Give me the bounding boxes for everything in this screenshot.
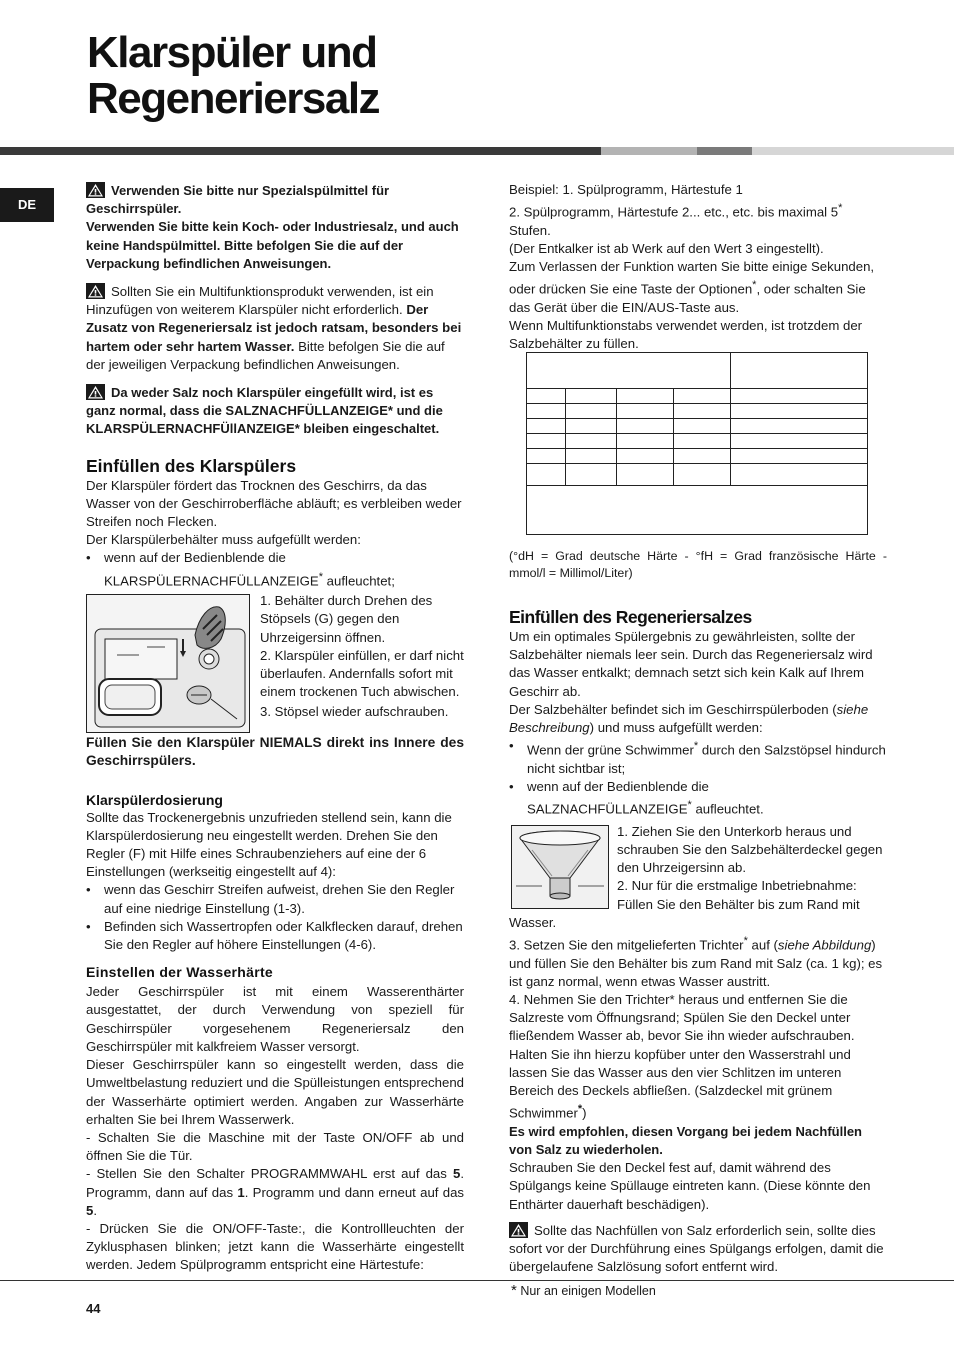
table-cell xyxy=(674,434,731,449)
list-item: • wenn auf der Bedienblende die SALZNACHFÜLLANZEIGE* aufleuchtet. xyxy=(509,778,887,819)
example-4: Zum Verlassen der Funktion warten Sie bitte einige Sekunden, oder drücken Sie eine Taste der Optionen*, oder schalten Sie das Gerät über die EIN/AUS-Taste aus. xyxy=(509,259,875,315)
rinse-aid-dispenser-illustration xyxy=(86,594,250,733)
salt-close-lid: Schrauben Sie den Deckel fest auf, damit während des Spülgangs keine Spüllauge eintreten kann. (Diese könnte den Enthärter dauerhaft beschädigen). xyxy=(509,1160,871,1212)
klar-intro: Der Klarspüler fördert das Trocknen des Geschirrs, da das Wasser von der Geschirroberfläche abläuft; es verbleiben weder Streifen noch Flecken. xyxy=(86,477,462,530)
warning-1: Verwenden Sie bitte nur Spezialspülmittel für Geschirrspüler. Verwenden Sie bitte kein Koch- oder Industriesalz, und auch keine Handspülmittel. Bitte befolgen Sie die auf der Verpackung befindlichen Anweisungen. xyxy=(86,183,459,271)
table-cell xyxy=(617,419,674,434)
table-cell xyxy=(617,434,674,449)
table-cell xyxy=(731,353,868,389)
table-cell xyxy=(731,449,868,464)
heading-wasserhaerte: Einstellen der Wasserhärte xyxy=(86,964,274,981)
table-cell xyxy=(617,464,674,486)
table-cell xyxy=(566,404,617,419)
header-bar-dark xyxy=(0,147,601,155)
example-2: 2. Spülprogramm, Härtestufe 2... etc., etc. bis maximal 5* Stufen. xyxy=(509,202,843,238)
step-2: 2. Klarspüler einfüllen, er darf nicht überlaufen. Andernfalls sofort mit einem trockenen Tuch abwischen. xyxy=(260,647,464,700)
salt-funnel-illustration xyxy=(511,825,609,909)
table-cell xyxy=(527,486,868,535)
table-cell xyxy=(527,434,566,449)
hardness-legend: (°dH = Grad deutsche Härte - °fH = Grad französische Härte - mmol/l = Millimol/Liter) xyxy=(509,549,887,580)
list-item: • wenn das Geschirr Streifen aufweist, drehen Sie den Regler auf eine niedrige Einstellung (1-3). xyxy=(86,881,464,917)
warning-icon xyxy=(86,384,105,400)
table-cell xyxy=(527,449,566,464)
page-number: 44 xyxy=(86,1301,101,1316)
table-cell xyxy=(731,434,868,449)
heading-dosierung: Klarspülerdosierung xyxy=(86,791,223,808)
left-column xyxy=(86,182,464,1275)
table-cell xyxy=(527,464,566,486)
never-warning: Füllen Sie den Klarspüler NIEMALS direkt ins Innere des Geschirrspülers. xyxy=(86,735,464,769)
example-5: Wenn Multifunktionstabs verwendet werden, ist trotzdem der Salzbehälter zu füllen. xyxy=(509,318,863,352)
table-cell xyxy=(617,404,674,419)
list-item: • Befinden sich Wassertropfen oder Kalkflecken darauf, drehen Sie den Regler auf höhere Einstellungen (4-6). xyxy=(86,918,464,954)
table-row xyxy=(527,353,868,389)
klar-fill-when: Der Klarspülerbehälter muss aufgefüllt werden: xyxy=(86,532,361,548)
table-cell xyxy=(731,464,868,486)
warning-2: Sollten Sie ein Multifunktionsprodukt verwenden, ist ein Hinzufügen von weiterem Klarspüler nicht erforderlich. Der Zusatz von Regeneriersalz ist jedoch ratsam, besonders bei hartem oder sehr hartem Wasser. Bitte befolgen Sie die auf der jeweiligen Verpackung befindlichen Anweisungen. xyxy=(86,284,462,372)
table-row xyxy=(527,449,868,464)
bullet-icon: • xyxy=(86,882,91,898)
warning-3: Da weder Salz noch Klarspüler eingefüllt wird, ist es ganz normal, dass die SALZNACHFÜLLANZEIGE* und die KLARSPÜLERNACHFÜllANZEIGE* bleiben eingeschaltet. xyxy=(86,385,443,437)
footnote: * Nur an einigen Modellen xyxy=(511,1282,656,1299)
table-cell xyxy=(566,464,617,486)
table-cell xyxy=(731,389,868,404)
table-cell xyxy=(674,419,731,434)
list-item: • wenn auf der Bedienblende die KLARSPÜLERNACHFÜLLANZEIGE* aufleuchtet; xyxy=(86,549,464,590)
table-cell xyxy=(617,449,674,464)
table-row xyxy=(527,419,868,434)
salt-warning: Sollte das Nachfüllen von Salz erforderlich sein, sollte dies sofort vor der Durchführung eines Spülgangs erfolgen, damit die übergelaufene Salzlösung sofort entfernt wird. xyxy=(509,1222,884,1275)
bullet-icon: • xyxy=(509,738,514,754)
header-bar-darkgray xyxy=(697,147,752,155)
salt-location: Der Salzbehälter befindet sich im Geschirrspülerboden (siehe Beschreibung) und muss aufgefüllt werden: xyxy=(509,701,869,736)
example-1: Beispiel: 1. Spülprogramm, Härtestufe 1 xyxy=(509,182,743,197)
header-bar-light xyxy=(752,147,954,155)
salt-step-3: 3. Setzen Sie den mitgelieferten Trichter* auf (siehe Abbildung) und füllen Sie den Behälter bis zum Rand mit Salz (ca. 1 kg); es ist ganz normal, wenn etwas Wasser austritt. xyxy=(509,935,883,989)
salt-recommendation: Es wird empfohlen, diesen Vorgang bei jedem Nachfüllen von Salz zu wiederholen. xyxy=(509,1123,862,1158)
salt-step-4: 4. Nehmen Sie den Trichter* heraus und entfernen Sie die Salzreste vom Öffnungsrand; Spülen Sie den Deckel unter fließendem Wasser ab, bevor Sie ihn wieder aufschrauben. Halten Sie ihn hierzu kopfüber unter den Wasserstrahl und lassen Sie das Wasser aus den vier Schlitzen im unteren Bereich des Deckels abfließen. (Salzdeckel mit grünem Schwimmer*) xyxy=(509,992,855,1121)
dosierung-text: Sollte das Trockenergebnis unzufrieden stellend sein, kann die Klarspülerdosierung neu eingestellt werden. Drehen Sie den Regler (F) mit Hilfe eines Schraubenziehers auf eine der 6 Einstellungen (werkseitig eingestellt auf 4): xyxy=(86,809,452,880)
table-cell xyxy=(527,404,566,419)
step-3: 3. Stöpsel wieder aufschrauben. xyxy=(260,704,449,720)
salt-step-1: 1. Ziehen Sie den Unterkorb heraus und schrauben Sie den Salzbehälterdeckel gegen den Uhrzeigersinn ab. xyxy=(617,823,883,876)
step-1: 1. Behälter durch Drehen des Stöpsels (G) gegen den Uhrzeigersinn öffnen. xyxy=(260,593,433,645)
water-hardness-table xyxy=(526,352,868,535)
heading-klarspueler: Einfüllen des Klarspülers xyxy=(86,455,297,476)
list-item: • Wenn der grüne Schwimmer* durch den Salzstöpsel hindurch nicht sichtbar ist; xyxy=(509,737,887,778)
salt-step-2: 2. Nur für die erstmalige Inbetriebnahme: Füllen Sie den Behälter bis zum Rand mit Wasser. xyxy=(509,878,860,930)
footer-rule xyxy=(0,1280,954,1281)
table-cell xyxy=(674,449,731,464)
klar-figure-row xyxy=(86,592,464,733)
wh-text-5: - Drücken Sie die ON/OFF-Taste:, die Kontrollleuchten der Zyklusphasen blinken; jetzt kann die Wasserhärte eingestellt werden. Jedem Spülprogramm entspricht eine Härtestufe: xyxy=(86,1220,464,1273)
table-row xyxy=(527,434,868,449)
table-cell xyxy=(617,389,674,404)
language-tab: DE xyxy=(0,188,54,222)
table-cell xyxy=(674,464,731,486)
warning-icon xyxy=(86,182,105,198)
wh-text-1: Jeder Geschirrspüler ist mit einem Wasserenthärter ausgestattet, der durch Verwendung von speziell für Geschirrspüler vorgesehenem Regeneriersalz den Geschirrspüler mit kalkfreiem Wasser versorgt. xyxy=(86,984,464,1054)
table-cell xyxy=(527,419,566,434)
header-bar-gray xyxy=(601,147,697,155)
table-cell xyxy=(566,434,617,449)
table-cell xyxy=(527,353,731,389)
warning-icon xyxy=(509,1222,528,1238)
table-cell xyxy=(674,389,731,404)
table-cell xyxy=(527,389,566,404)
salt-intro: Um ein optimales Spülergebnis zu gewährleisten, sollte der Salzbehälter niemals leer sein. Durch das Regeneriersalz wird das Wasser entkalkt; demnach setzt sich kein Kalk auf Ihrem Geschirr ab. xyxy=(509,629,873,699)
bullet-icon: • xyxy=(509,779,514,795)
wh-text-2: Dieser Geschirrspüler kann so eingestellt werden, dass die Umweltbelastung reduziert und die Spülleistungen entsprechend der Wasserhärte optimiert werden. Angaben zur Wasserhärte erhalten Sie bei Ihrem Wasserwerk. xyxy=(86,1057,464,1127)
wh-text-4: - Stellen Sie den Schalter PROGRAMMWAHL erst auf das 5. Programm, dann auf das 1. Programm und dann erneut auf das 5. xyxy=(86,1166,465,1218)
table-cell xyxy=(674,404,731,419)
table-cell xyxy=(566,389,617,404)
warning-icon xyxy=(86,283,105,299)
klar-steps xyxy=(250,592,464,733)
table-row xyxy=(527,486,868,535)
example-3: (Der Entkalker ist ab Werk auf den Wert 3 eingestellt). xyxy=(509,241,824,256)
table-cell xyxy=(566,449,617,464)
right-column-top xyxy=(509,181,887,354)
table-row xyxy=(527,404,868,419)
heading-regeneriersalz: Einfüllen des Regeneriersalzes xyxy=(509,607,752,627)
table-row xyxy=(527,389,868,404)
bullet-icon: • xyxy=(86,550,91,566)
table-cell xyxy=(566,419,617,434)
bullet-icon: • xyxy=(86,918,91,934)
table-cell xyxy=(731,419,868,434)
table-row xyxy=(527,464,868,486)
salt-figure-block xyxy=(509,823,887,1123)
page-title: Klarspüler und Regeneriersalz xyxy=(87,28,380,123)
right-column-bottom xyxy=(509,548,887,1276)
table-cell xyxy=(731,404,868,419)
wh-text-3: - Schalten Sie die Maschine mit der Taste ON/OFF ab und öffnen Sie die Tür. xyxy=(86,1129,464,1164)
